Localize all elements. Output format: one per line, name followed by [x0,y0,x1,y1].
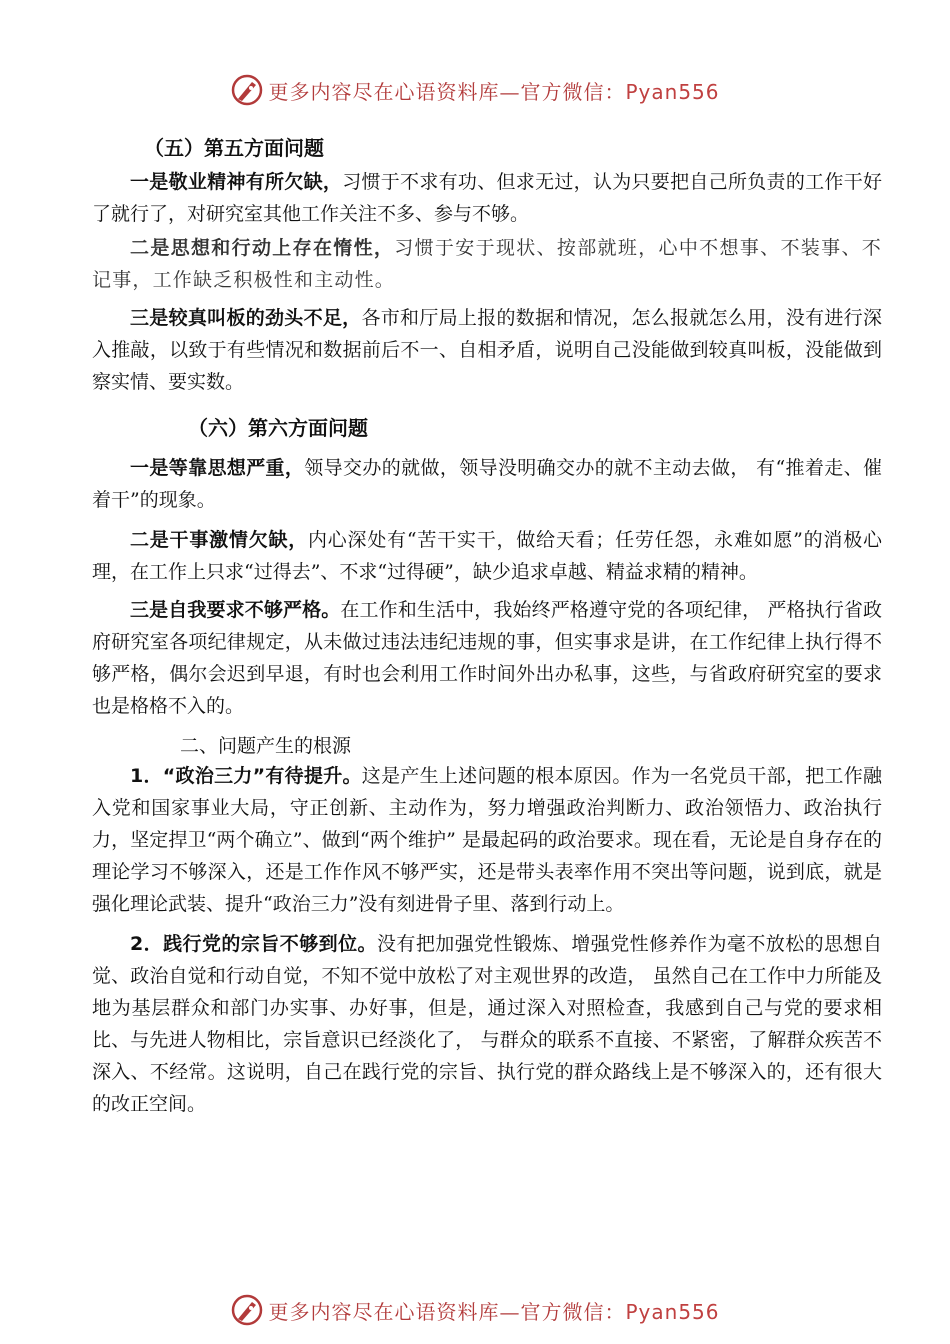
paragraph-root-2-body: 没有把加强党性锻炼、增强党性修养作为毫不放松的思想自觉、政治自觉和行动自觉，不知不觉中放松了对主观世界的改造， 虽然自己在工作中力所能及地为基层群众和部门办实事、办好事，但是，通过深入对照检查，我感到自己与党的要求相比、与先进人物相比，宗旨意识已经淡化了， 与群众的联系不直接、不紧密，了解群众疾苦不深入、不经常。这说明，自己在践行党的宗旨、执行党的群众路线上是不够深入的，还有很大的改正空间。 [92,933,882,1115]
document-body [92,132,882,1120]
banner-text [268,76,719,105]
paragraph-5-2-body: 习惯于安于现状、按部就班，心中不想事、不装事、不记事，工作缺乏积极性和主动性。 [92,237,882,291]
paragraph-5-1-lead: 一是敬业精神有所欠缺， [130,171,343,193]
paragraph-5-2-lead: 二是思想和行动上存在惰性， [130,237,395,259]
footer-banner [0,1288,950,1332]
section-heading-5: （五）第五方面问题 [144,136,324,160]
paragraph-root-1-body: 这是产生上述问题的根本原因。作为一名党员干部，把工作融入党和国家事业大局，守正创新、主动作为，努力增强政治判断力、政治领悟力、政治执行力，坚定捍卫“两个确立”、做到“两个维护” 是最起码的政治要求。现在看，无论是自身存在的理论学习不够深入，还是工作作风不够严实，还是带头表率作用不突出等问题，说到底，就是强化理论武装、提升“政治三力”没有刻进骨子里、落到行动上。 [92,765,882,915]
paragraph-root-2-lead: 2．践行党的宗旨不够到位。 [130,933,377,955]
paragraph-5-2 [92,232,882,296]
banner-text-cn: 更多内容尽在心语资料库—官方微信： [268,79,626,104]
paragraph-6-1 [92,452,882,516]
pen-nib-circle-icon [230,1293,264,1327]
paragraph-5-3-body: 各市和厅局上报的数据和情况，怎么报就怎么用，没有进行深入推敲，以致于有些情况和数据前后不一、自相矛盾，说明自己没能做到较真叫板，没能做到察实情、要实数。 [92,307,882,393]
paragraph-6-2 [92,524,882,588]
header-banner [0,68,950,112]
paragraph-6-2-lead: 二是干事激情欠缺， [130,529,308,551]
banner-text-latin: Pyan556 [625,1299,720,1324]
paragraph-5-3 [92,302,882,398]
paragraph-6-1-lead: 一是等靠思想严重， [130,457,305,479]
paragraph-6-3-body: 在工作和生活中，我始终严格遵守党的各项纪律， 严格执行省政府研究室各项纪律规定，从未做过违法违纪违规的事，但实事求是讲，在工作纪律上执行得不够严格，偶尔会迟到早退，有时也会利用工作时间外出办私事，这些，与省政府研究室的要求也是格格不入的。 [92,599,882,717]
paragraph-5-3-lead: 三是较真叫板的劲头不足， [130,307,362,329]
paragraph-root-1-lead: 1．“政治三力”有待提升。 [130,765,362,787]
banner-text [268,1296,719,1325]
section-title-2: 二、问题产生的根源 [180,735,352,757]
banner-text-latin: Pyan556 [625,79,720,104]
paragraph-6-3 [92,594,882,722]
banner-text-cn: 更多内容尽在心语资料库—官方微信： [268,1299,626,1324]
paragraph-root-1 [92,760,882,920]
paragraph-5-1 [92,166,882,230]
paragraph-5-1-body: 习惯于不求有功、但求无过，认为只要把自己所负责的工作干好了就行了，对研究室其他工作关注不多、参与不够。 [92,171,882,225]
paragraph-6-3-lead: 三是自我要求不够严格。 [130,599,341,621]
section-heading-6: （六）第六方面问题 [188,416,368,440]
pen-nib-circle-icon [230,73,264,107]
paragraph-6-1-body: 领导交办的就做，领导没明确交办的就不主动去做， 有“推着走、催着干”的现象。 [92,457,882,511]
paragraph-6-2-body: 内心深处有“苦干实干，做给天看；任劳任怨，永难如愿”的消极心理，在工作上只求“过得去”、不求“过得硬”，缺少追求卓越、精益求精的精神。 [92,529,882,583]
paragraph-root-2 [92,928,882,1120]
